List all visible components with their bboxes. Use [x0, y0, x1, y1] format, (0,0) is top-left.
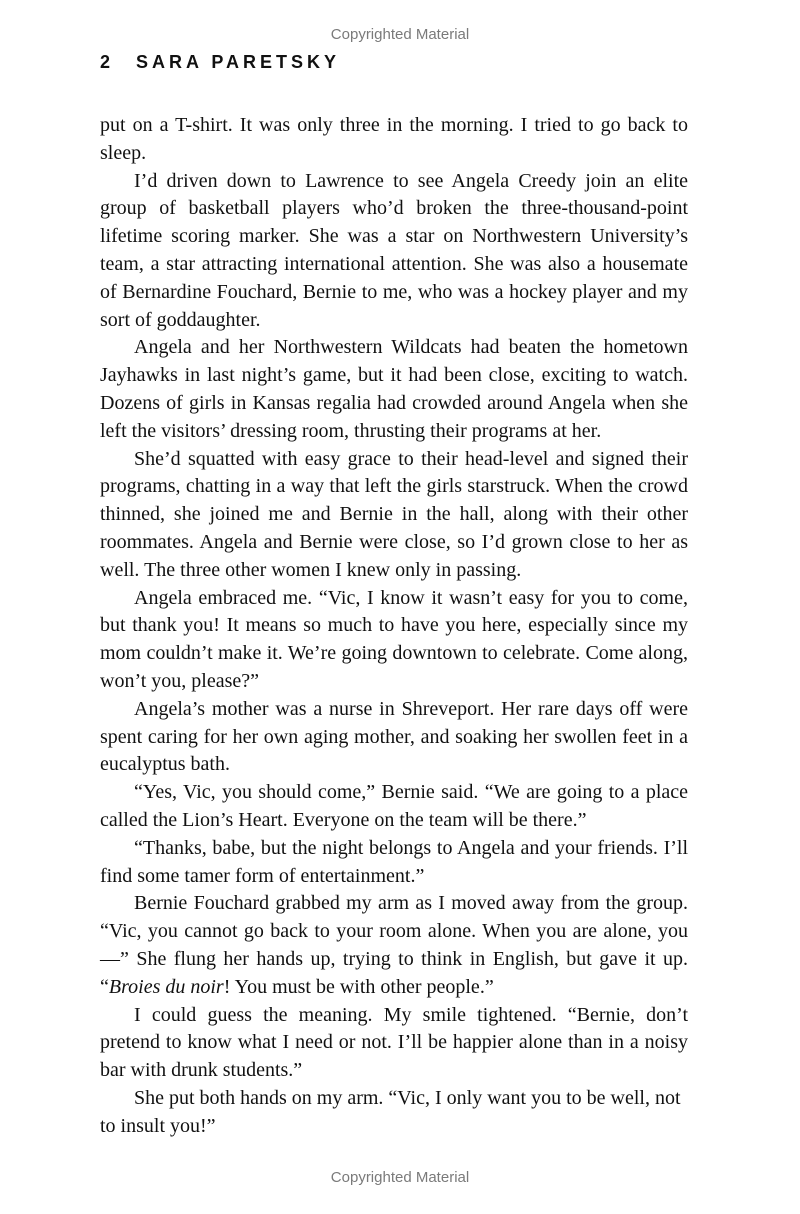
paragraph — [100, 890, 688, 1001]
paragraph: I could guess the meaning. My smile tightened. “Bernie, don’t pretend to know what I need or not. I’ll be happier alone than in a noisy bar with drunk students.” — [100, 1003, 688, 1082]
body-text — [100, 112, 688, 1140]
paragraph: “Thanks, babe, but the night belongs to Angela and your friends. I’ll find some tamer form of entertainment.” — [100, 836, 688, 887]
italic-phrase: Broies du noir — [108, 975, 224, 998]
paragraph: “Yes, Vic, you should come,” Bernie said. “We are going to a place called the Lion’s Heart. Everyone on the team will be there.” — [100, 781, 688, 831]
paragraph: Angela embraced me. “Vic, I know it wasn’t easy for you to come, but thank you! It means so much to have you here, especially since my mom couldn’t make it. We’re going downtown to celebrate. Come along, won’t you, please?” — [100, 586, 688, 692]
running-head — [100, 52, 340, 73]
paragraph: put on a T-shirt. It was only three in the morning. I tried to go back to sleep. — [100, 114, 688, 164]
page-number: 2 — [100, 52, 115, 72]
paragraph: She’d squatted with easy grace to their head-level and signed their programs, chatting in a way that left the girls starstruck. When the crowd thinned, she joined me and Bernie in the hall, along with their other roommates. Angela and Bernie were close, so I’d grown close to her as well. The three other women I knew only in passing. — [100, 447, 688, 581]
paragraph: Angela’s mother was a nurse in Shreveport. Her rare days off were spent caring for her own aging mother, and soaking her swollen feet in a eucalyptus bath. — [100, 697, 688, 776]
paragraph-text: ! You must be with other people.” — [223, 975, 494, 998]
author-name: SARA PARETSKY — [136, 52, 341, 72]
paragraph: I’d driven down to Lawrence to see Angela Creedy join an elite group of basketball players who’d broken the three-thousand-point lifetime scoring marker. She was a star on Northwestern University’s team, a star attracting international attention. She was also a housemate of Bernardine Fouchard, Bernie to me, who was a hockey player and my sort of goddaughter. — [100, 169, 688, 331]
copyright-watermark-top: Copyrighted Material — [330, 26, 470, 43]
paragraph: She put both hands on my arm. “Vic, I only want you to be well, not to insult you!” — [100, 1086, 681, 1137]
copyright-watermark-bottom: Copyrighted Material — [330, 1169, 470, 1186]
paragraph: Angela and her Northwestern Wildcats had beaten the hometown Jayhawks in last night’s game, but it had been close, exciting to watch. Dozens of girls in Kansas regalia had crowded around Angela when she left the visitors’ dressing room, thrusting their programs at her. — [100, 336, 688, 442]
paragraph-text: Bernie Fouchard grabbed my arm as I moved away from the group. “Vic, you cannot go back to your room alone. When you are alone, you—” She flung her hands up, trying to think in English, but gave it up. “ — [100, 892, 688, 998]
